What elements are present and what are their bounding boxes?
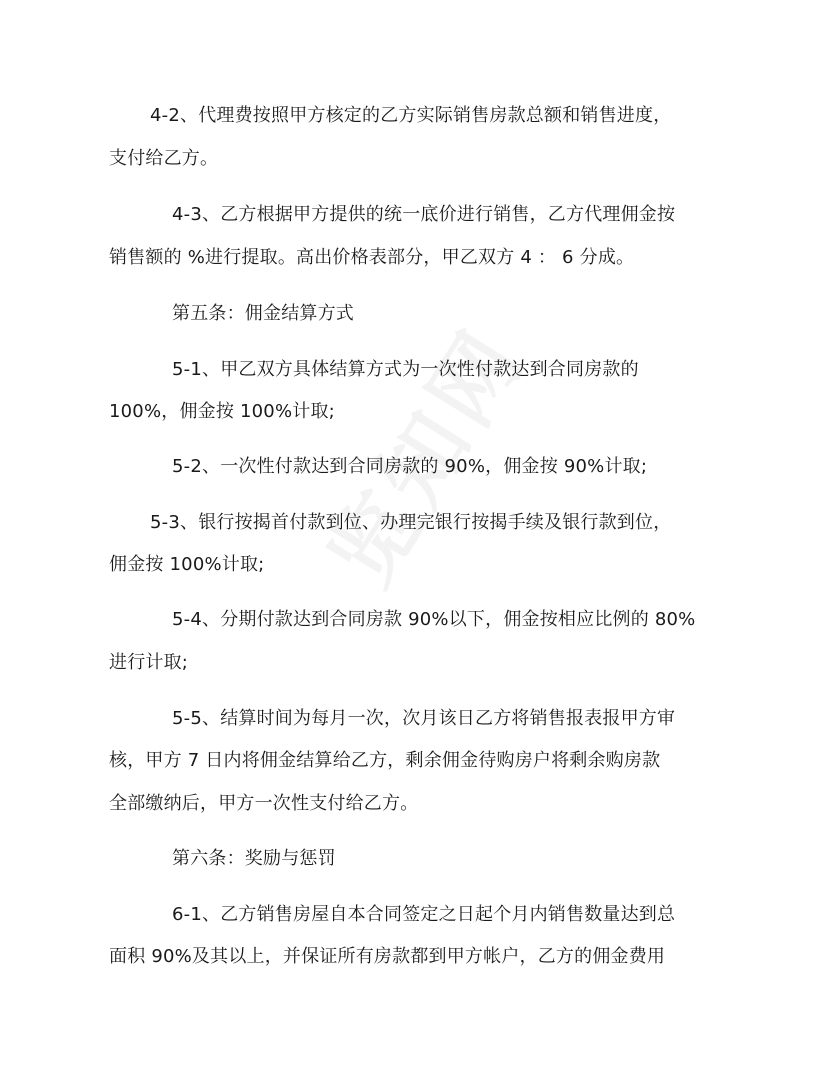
paragraph-5-3-line-1: 5-3、银行按揭首付款到位、办理完银行按揭手续及银行款到位，	[150, 512, 672, 533]
paragraph-5-2: 5-2、一次性付款达到合同房款的 90%，佣金按 90%计取;	[172, 456, 648, 477]
section-6-heading: 第六条：奖励与惩罚	[172, 848, 336, 869]
paragraph-5-4-line-2: 进行计取;	[109, 652, 189, 673]
paragraph-5-3-line-2: 佣金按 100%计取;	[109, 554, 265, 575]
watermark	[294, 300, 549, 605]
paragraph-5-1-line-2: 100%，佣金按 100%计取;	[109, 401, 335, 422]
paragraph-5-5-line-2: 核，甲方 7 日内将佣金结算给乙方，剩余佣金待购房户将剩余购房款	[109, 750, 661, 771]
paragraph-4-3-line-1: 4-3、乙方根据甲方提供的统一底价进行销售，乙方代理佣金按	[172, 204, 676, 225]
paragraph-5-4-line-1: 5-4、分期付款达到合同房款 90%以下，佣金按相应比例的 80%	[172, 609, 696, 630]
paragraph-4-2-line-1: 4-2、代理费按照甲方核定的乙方实际销售房款总额和销售进度，	[150, 105, 672, 126]
paragraph-5-5-line-3: 全部缴纳后，甲方一次性支付给乙方。	[109, 793, 419, 814]
paragraph-6-1-line-1: 6-1、乙方销售房屋自本合同签定之日起个月内销售数量达到总	[172, 904, 676, 925]
paragraph-5-1-line-1: 5-1、甲乙双方具体结算方式为一次性付款达到合同房款的	[172, 359, 639, 380]
paragraph-4-3-line-2: 销售额的 %进行提取。高出价格表部分，甲乙双方 4 ： 6 分成。	[109, 247, 635, 268]
section-5-heading: 第五条：佣金结算方式	[172, 303, 354, 324]
paragraph-4-2-line-2: 支付给乙方。	[109, 148, 219, 169]
paragraph-6-1-line-2: 面积 90%及其以上，并保证所有房款都到甲方帐户，乙方的佣金费用	[109, 946, 666, 967]
paragraph-5-5-line-1: 5-5、结算时间为每月一次，次月该日乙方将销售报表报甲方审	[172, 708, 676, 729]
